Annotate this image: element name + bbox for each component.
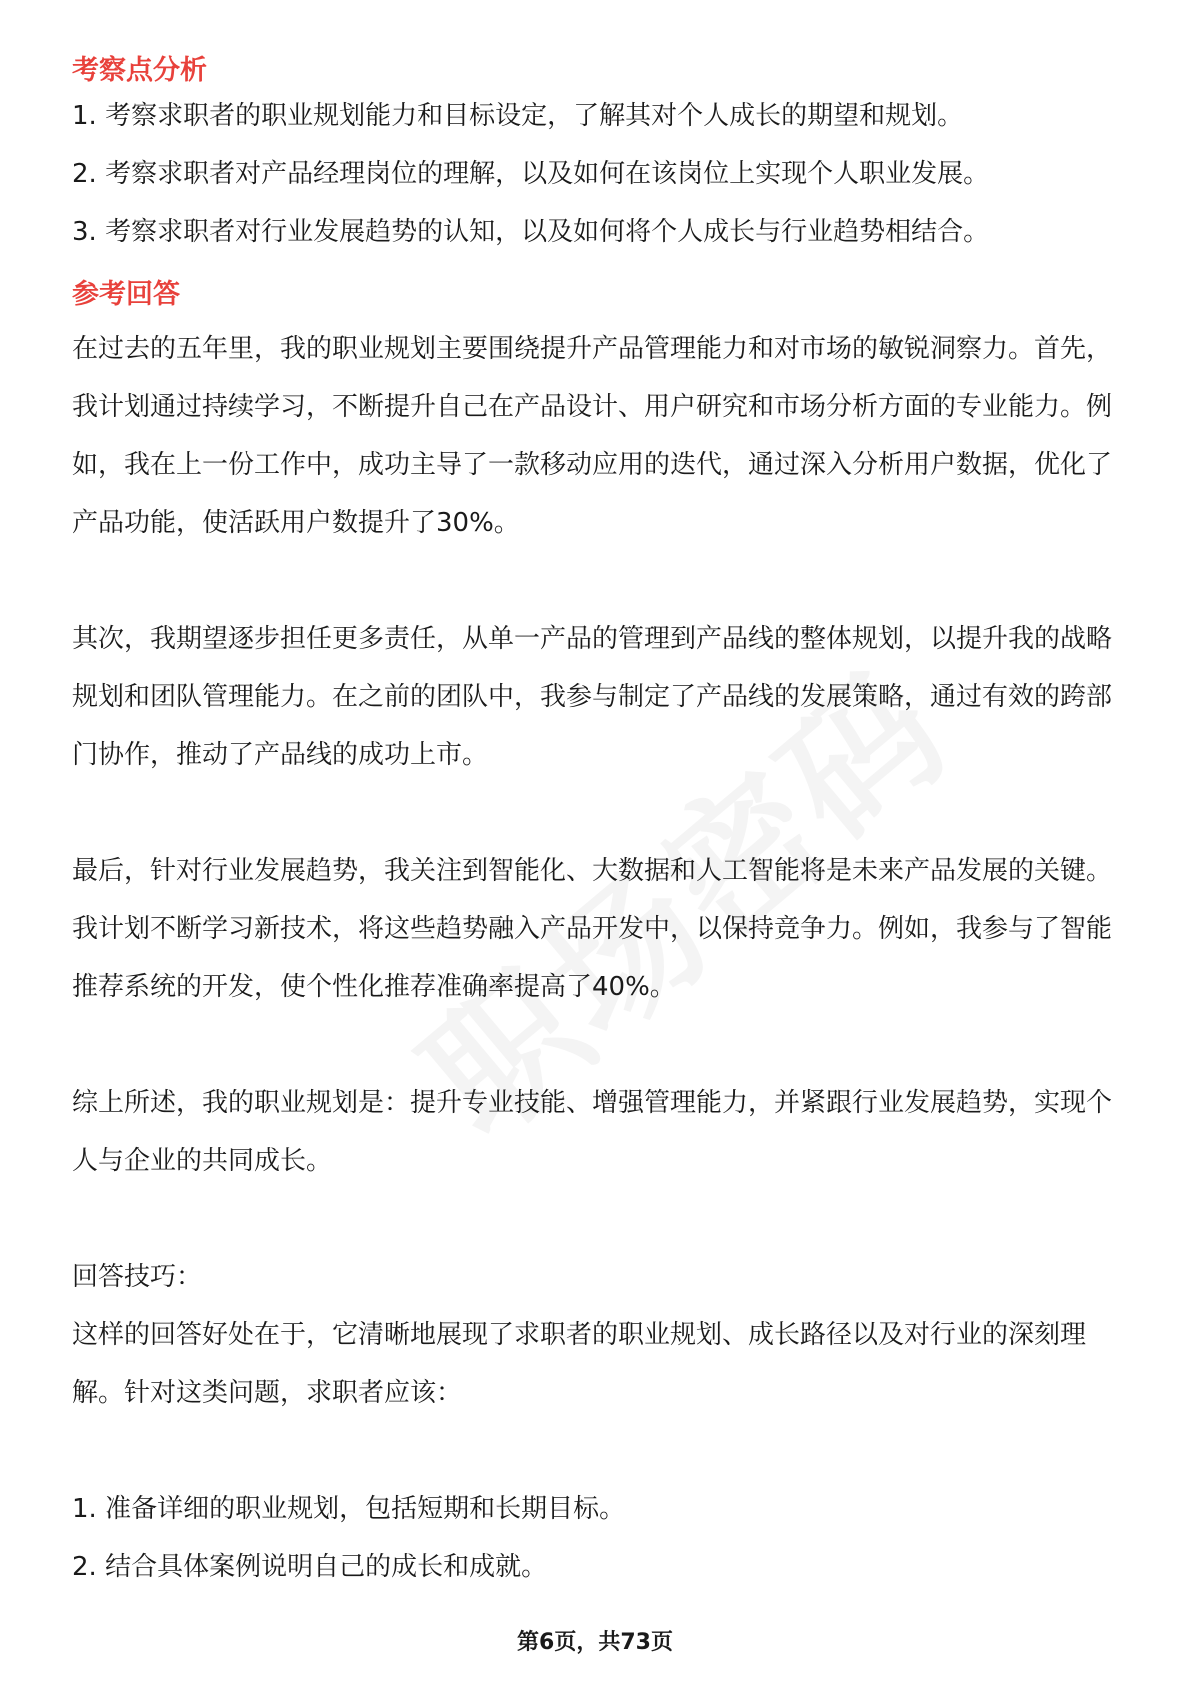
answer-heading: 参考回答 bbox=[72, 279, 180, 310]
tips-label: 回答技巧： bbox=[72, 1262, 203, 1292]
page-number: 第6页，共73页 bbox=[517, 1630, 673, 1655]
spacer bbox=[72, 1422, 1118, 1480]
tips-item: 1. 准备详细的职业规划，包括短期和长期目标。 bbox=[72, 1494, 626, 1524]
tips-item: 2. 结合具体案例说明自己的成长和成就。 bbox=[72, 1552, 548, 1582]
answer-body bbox=[72, 320, 1118, 1190]
tips-list bbox=[72, 1480, 1118, 1596]
analysis-list bbox=[72, 96, 1118, 252]
analysis-heading: 考察点分析 bbox=[72, 55, 207, 86]
analysis-item: 2. 考察求职者对产品经理岗位的理解，以及如何在该岗位上实现个人职业发展。 bbox=[72, 159, 990, 189]
answer-paragraph: 综上所述，我的职业规划是：提升专业技能、增强管理能力，并紧跟行业发展趋势，实现个人与企业的共同成长。 bbox=[72, 1088, 1113, 1176]
analysis-item: 3. 考察求职者对行业发展趋势的认知，以及如何将个人成长与行业趋势相结合。 bbox=[72, 217, 990, 247]
answer-paragraph: 其次，我期望逐步担任更多责任，从单一产品的管理到产品线的整体规划，以提升我的战略规划和团队管理能力。在之前的团队中，我参与制定了产品线的发展策略，通过有效的跨部门协作，推动了产品线的成功上市。 bbox=[72, 624, 1113, 770]
analysis-item: 1. 考察求职者的职业规划能力和目标设定，了解其对个人成长的期望和规划。 bbox=[72, 101, 964, 131]
answer-paragraph: 在过去的五年里，我的职业规划主要围绕提升产品管理能力和对市场的敏锐洞察力。首先，我计划通过持续学习，不断提升自己在产品设计、用户研究和市场分析方面的专业能力。例如，我在上一份工作中，成功主导了一款移动应用的迭代，通过深入分析用户数据，优化了产品功能，使活跃用户数提升了30%。 bbox=[72, 334, 1113, 538]
answer-paragraph: 最后，针对行业发展趋势，我关注到智能化、大数据和人工智能将是未来产品发展的关键。我计划不断学习新技术，将这些趋势融入产品开发中，以保持竞争力。例如，我参与了智能推荐系统的开发，使个性化推荐准确率提高了40%。 bbox=[72, 856, 1113, 1002]
page-content bbox=[72, 46, 1118, 1596]
tips-intro: 这样的回答好处在于，它清晰地展现了求职者的职业规划、成长路径以及对行业的深刻理解。针对这类问题，求职者应该： bbox=[72, 1320, 1087, 1408]
